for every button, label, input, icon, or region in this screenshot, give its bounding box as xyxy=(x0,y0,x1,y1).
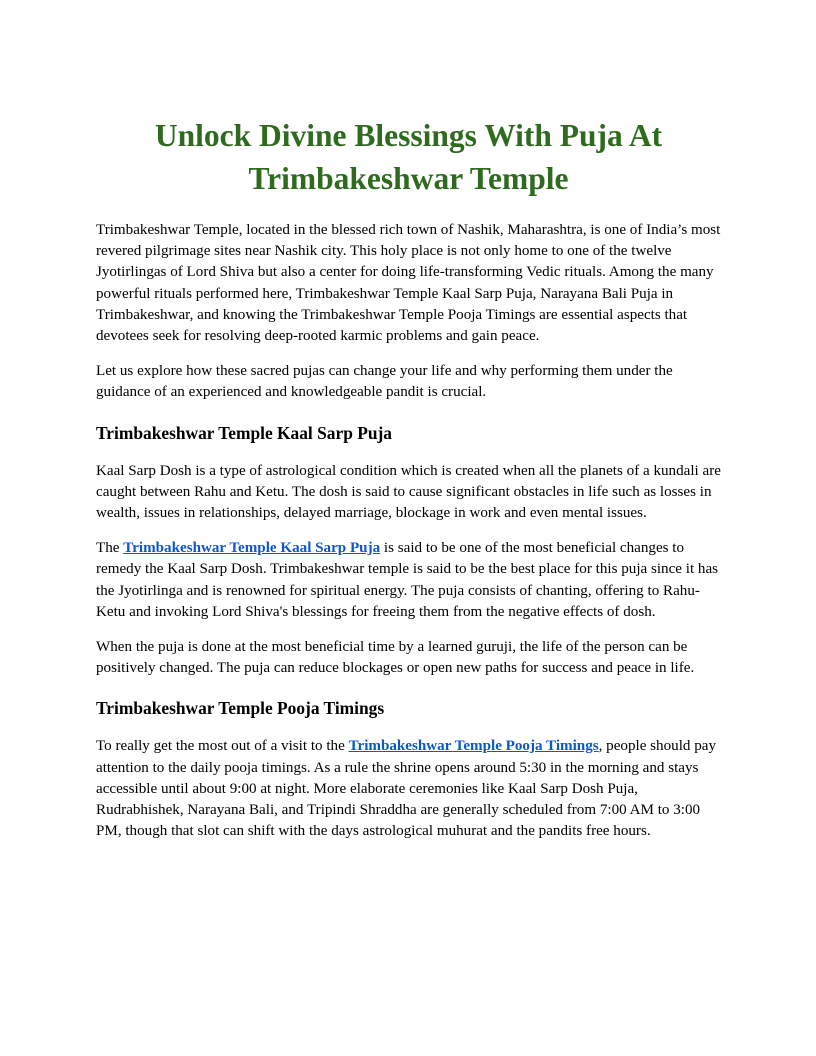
kaal-sarp-puja-prefix: The xyxy=(96,540,124,557)
pooja-timings-suffix: , people should pay attention to the daily pooja timings. As a rule the shrine opens around 5:30 in the morning and stays accessible until about 9:00 at night. More elaborate ceremonies like Kaal Sarp Dosh Puja, Rudrabhishek, Narayana Bali, and Tripindi Shraddha are generally scheduled from 7:00 AM to 3:00 PM, though that slot can shift with the days astrological muhurat and the pandits free hours. xyxy=(96,738,716,840)
intro-paragraph: Trimbakeshwar Temple, located in the blessed rich town of Nashik, Maharashtra, is one of India’s most revered pilgrimage sites near Nashik city. This holy place is not only home to one of the twelve Jyotirlingas of Lord Shiva but also a center for doing life-transforming Vedic rituals. Among the many powerful rituals performed here, Trimbakeshwar Temple Kaal Sarp Puja, Narayana Bali Puja in Trimbakeshwar, and knowing the Trimbakeshwar Temple Pooja Timings are essential aspects that devotees seek for resolving deep-rooted karmic problems and gain peace. xyxy=(96,222,721,345)
pooja-timings-link[interactable]: Trimbakeshwar Temple Pooja Timings xyxy=(348,738,599,755)
explore-paragraph: Let us explore how these sacred pujas can change your life and why performing them under the guidance of an experienced and knowledgeable pandit is crucial. xyxy=(96,363,673,401)
kaal-sarp-puja-suffix: is said to be one of the most beneficial changes to remedy the Kaal Sarp Dosh. Trimbakeshwar temple is said to be the best place for this puja since it has the Jyotirlinga and is renowned for spiritual energy. The puja consists of chanting, offering to Rahu-Ketu and invoking Lord Shiva's blessings for freeing them from the negative effects of dosh. xyxy=(96,540,719,620)
page-title-line-1: Unlock Divine Blessings With Puja At xyxy=(154,118,663,153)
page-title xyxy=(96,114,721,200)
kaal-sarp-dosh-paragraph: Kaal Sarp Dosh is a type of astrological condition which is created when all the planets of a kundali are caught between Rahu and Ketu. The dosh is said to cause significant obstacles in life such as losses in wealth, issues in relationships, delayed marriage, blockage in work and even mental issues. xyxy=(96,462,721,522)
kaal-sarp-puja-paragraph xyxy=(96,538,721,623)
puja-benefit-paragraph: When the puja is done at the most beneficial time by a learned guruji, the life of the person can be positively changed. The puja can reduce blockages or open new paths for success and peace in life. xyxy=(96,639,695,677)
page-title-line-2: Trimbakeshwar Temple xyxy=(248,161,569,196)
document-page xyxy=(96,114,721,842)
pooja-timings-heading: Trimbakeshwar Temple Pooja Timings xyxy=(96,698,385,719)
pooja-timings-prefix: To really get the most out of a visit to the xyxy=(96,738,349,755)
kaal-sarp-puja-link[interactable]: Trimbakeshwar Temple Kaal Sarp Puja xyxy=(123,540,381,557)
pooja-timings-paragraph xyxy=(96,736,721,842)
kaal-sarp-heading: Trimbakeshwar Temple Kaal Sarp Puja xyxy=(96,422,392,443)
